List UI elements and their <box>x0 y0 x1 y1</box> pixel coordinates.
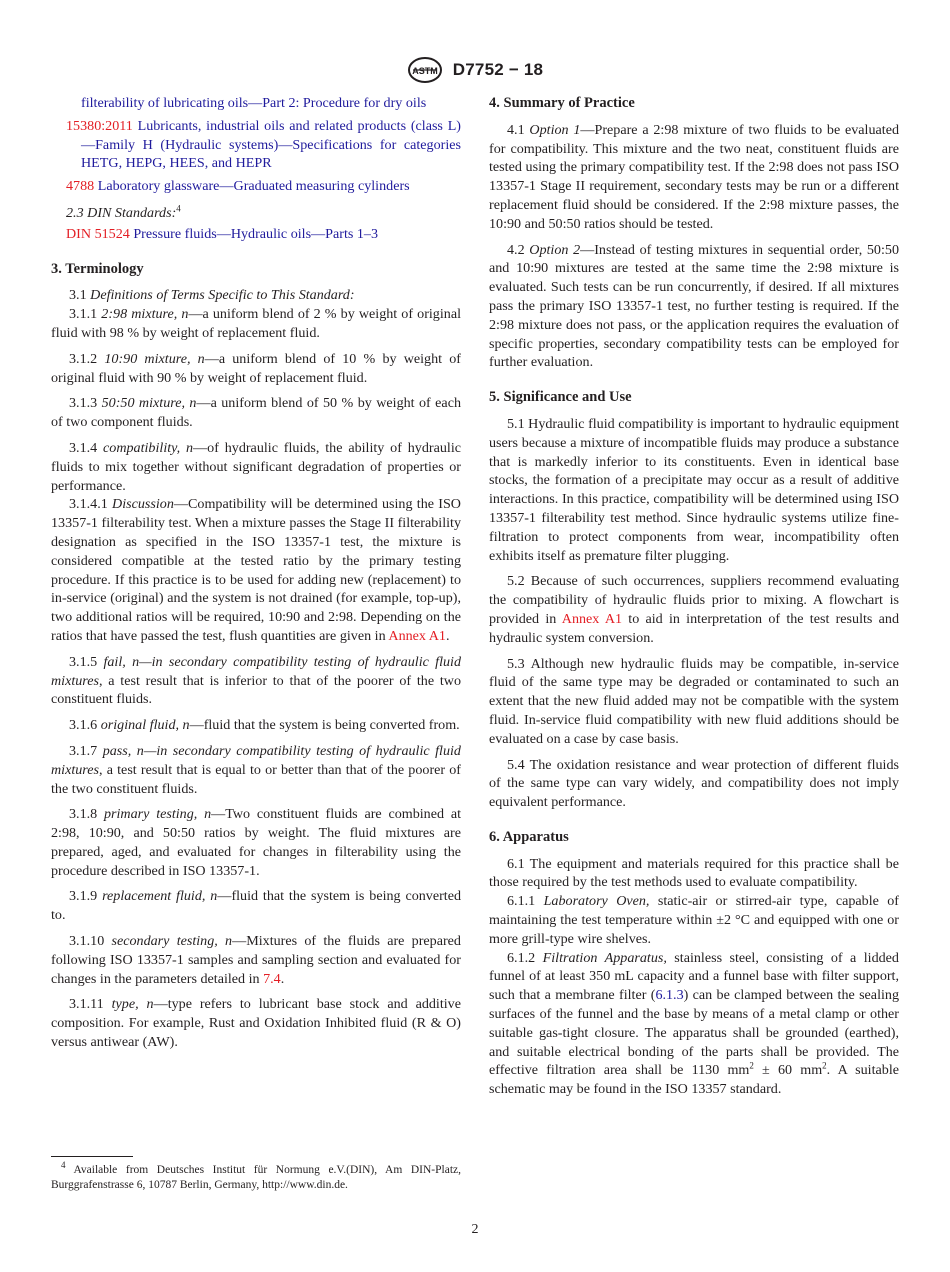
section-link[interactable]: 7.4 <box>263 970 281 987</box>
din-standards-heading: 2.3 DIN Standards:$^4$ <box>66 203 181 221</box>
reference-code-link[interactable]: 4788 <box>66 178 95 195</box>
reference-code-link[interactable]: 15380:2011 <box>66 117 133 134</box>
reference-title: Lubricants, industrial oils and related products (class L)—Family H (Hydraulic systems)—Specifications for categories HETG, HEPG, HEES, and HEPR <box>81 117 461 172</box>
right-column <box>489 94 899 1106</box>
page-number: 2 <box>471 1222 479 1237</box>
annex-link[interactable]: Annex A1 <box>561 610 623 627</box>
paragraph: 3.1 Definitions of Terms Specific to This Standard: <box>69 287 355 304</box>
paragraph: 4.2 Option 2—Instead of testing mixtures in sequential order, 50:50 and 10:90 mixtures are tested at the same time the 2:98 mixture is evaluated. Such tests can be run concurrently, if desired. If all mixtures pass the primary ISO 13357-1 test, no further testing is required. If the 2:98 mixture does not pass, or the application requires the evaluation of specific properties, secondary compatibility tests can be employed for further evaluation. <box>489 241 899 371</box>
reference-code-link[interactable]: DIN 51524 <box>66 225 130 242</box>
paragraph: 4.1 Option 1—Prepare a 2:98 mixture of two fluids to be evaluated for compatibility. This mixture and the two neat, constituent fluids are tested using the primary compatibility test. If the 2:98 does not pass ISO 13357-1 Stage II requirement, secondary tests may be run or a different replacement fluid should be considered. If the 2:98 mixture passes, the 10:90 and 50:50 ratios should be tested. <box>489 121 899 232</box>
paragraph: 3.1.1 2:98 mixture, n—a uniform blend of 2 % by weight of original fluid with 98 % by weight of replacement fluid. <box>51 306 461 341</box>
paragraph: 3.1.4.1 Discussion—Compatibility will be determined using the ISO 13357-1 filterability test. When a mixture passes the Stage II filterability designation as specified in the ISO 13357-1 test, the mixture is considered compatible at the tested ratio by the primary testing procedure. If this practice is to be used for adding new (replacement) to in-service (original) and the system is not drained (for example, top-up), two additional ratios will be required, 10:90 and 2:98. Depending on the ratios that have passed the test, flush quantities are given in Annex A1. <box>51 496 461 644</box>
paragraph: 6.1 The equipment and materials required for this practice shall be those required by the test methods used to evaluate compatibility. <box>489 855 899 891</box>
paragraph: 3.1.2 10:90 mixture, n—a uniform blend of 10 % by weight of original fluid with 90 % by weight of replacement fluid. <box>51 350 461 386</box>
footnote-rule <box>51 1156 133 1157</box>
section-link[interactable]: 6.1.3 <box>655 987 684 1004</box>
reference-din-51524 <box>51 225 461 244</box>
paragraph: 5.4 The oxidation resistance and wear protection of different fluids of the same type can vary widely, and compatibility does not imply equivalent performance. <box>489 756 899 811</box>
reference-iso-4788 <box>51 177 461 196</box>
left-column <box>51 94 461 1059</box>
paragraph: 3.1.3 50:50 mixture, n—a uniform blend of 50 % by weight of each of two component fluids. <box>51 395 461 431</box>
paragraph: 3.1.4 compatibility, n—of hydraulic fluids, the ability of hydraulic fluids to mix together without significant degradation of properties or performance. <box>51 439 461 494</box>
paragraph: 6.1.2 Filtration Apparatus, stainless steel, consisting of a lidded funnel of at least 350 mL capacity and a funnel base with filter support, such that a membrane filter (6.1.3) can be clamped between the sealing surfaces of the funnel and the base by means of a metal clamp or other suitable gas-tight closure. The apparatus shall be grounded (earthed), and suitable electrical bonding of the parts shall be provided. The effective filtration area shall be 1130 $mm^2 \pm 60$ $mm^2$. A suitable schematic may be found in the ISO 13357 standard. <box>489 949 899 1098</box>
section-heading: 4. Summary of Practice <box>489 95 635 111</box>
paragraph: 3.1.10 secondary testing, n—Mixtures of the fluids are prepared following ISO 13357-1 samples and sampling section and evaluated for changes in the parameters detailed in 7.4. <box>51 933 461 987</box>
paragraph: 3.1.5 fail, n—in secondary compatibility testing of hydraulic fluid mixtures, a test result that is inferior to that of the poorer of the two constituent fluids. <box>51 653 461 708</box>
paragraph: 3.1.11 type, n—type refers to lubricant base stock and additive composition. For example, Rust and Oxidation Inhibited fluid (R & O) versus antiwear (AW). <box>51 996 461 1051</box>
paragraph: 5.3 Although new hydraulic fluids may be compatible, in-service fluid of the same type may be degraded or contaminated to such an extent that the new fluid added may not be compatible with the system fluid. In-service fluid compatibility with new fluid additions should be evaluated on a case by case basis. <box>489 655 899 747</box>
annex-link[interactable]: Annex A1 <box>388 627 446 644</box>
reference-continuation: filterability of lubricating oils—Part 2: Procedure for dry oils <box>81 95 427 111</box>
section-heading: 3. Terminology <box>51 260 144 277</box>
page-header <box>0 56 950 84</box>
footnote: $^4$ Available from Deutsches Institut für Normung e.V.(DIN), Am DIN-Platz, Burggrafenstrasse 6, 10787 Berlin, Germany, http://www.din.de. <box>51 1160 461 1191</box>
reference-title: Pressure fluids—Hydraulic oils—Parts 1–3 <box>133 225 379 242</box>
paragraph: 5.2 Because of such occurrences, suppliers recommend evaluating the compatibility of hydraulic fluids prior to mixing. A flowchart is provided in Annex A1 to aid in interpretation of the test results and hydraulic system conversion. <box>489 573 900 646</box>
reference-title: Laboratory glassware—Graduated measuring cylinders <box>97 178 410 195</box>
paragraph: 3.1.8 primary testing, n—Two constituent fluids are combined at 2:98, 10:90, and 50:50 ratios by weight. The fluid mixtures are prepared, aged, and evaluated for changes in filterability using the procedure described in ISO 13357-1. <box>51 806 461 879</box>
svg-text:ASTM: ASTM <box>412 66 438 76</box>
section-heading: 6. Apparatus <box>489 828 569 845</box>
reference-iso-15380 <box>51 117 461 173</box>
paragraph: 3.1.6 original fluid, n—fluid that the system is being converted from. <box>69 717 460 734</box>
paragraph: 3.1.7 pass, n—in secondary compatibility testing of hydraulic fluid mixtures, a test result that is equal to or better than that of the poorer of the two constituent fluids. <box>51 742 461 797</box>
paragraph: 6.1.1 Laboratory Oven, static-air or stirred-air type, capable of maintaining the test temperature within ±2 °C and equipped with one or more grill-type wire shelves. <box>489 893 899 947</box>
astm-logo-icon <box>407 56 443 84</box>
paragraph: 5.1 Hydraulic fluid compatibility is important to hydraulic equipment users because a mixture of incompatible fluids may produce a substance that is markedly inferior to its constituents. Even in identical base stocks, the formation of a precipitate may occur as a result of additive interactions. In this practice, compatibility will be determined using ISO 13357-1 filterability test method. Since hydraulic systems utilize fine-filtration to protect components from wear, incompatibility often exhibits itself as premature filter plugging. <box>489 415 899 564</box>
paragraph: 3.1.9 replacement fluid, n—fluid that the system is being converted to. <box>51 888 462 924</box>
section-heading: 5. Significance and Use <box>489 389 632 406</box>
document-id: D7752 − 18 <box>452 60 544 79</box>
